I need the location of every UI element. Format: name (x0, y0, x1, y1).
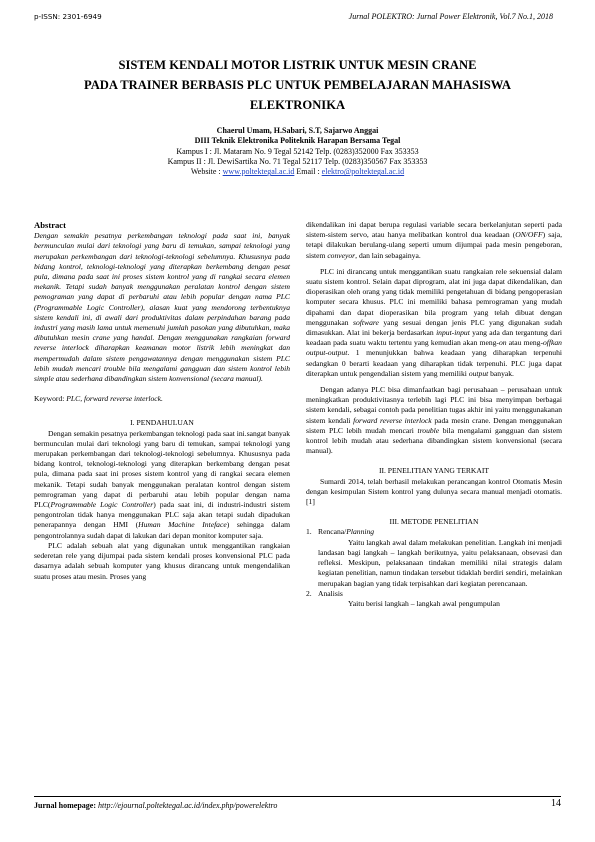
campus-1: Kampus I : Jl. Mataram No. 9 Tegal 52142 Telp. (0283)352000 Fax 353353 (176, 146, 419, 156)
list-item (306, 589, 562, 599)
text-span: trouble (417, 425, 440, 435)
abstract-body: Dengan semakin pesatnya perkembangan teknologi pada saat ini, banyak bermunculan mulai dari teknologi yang baru di temukan, sampai teknologi yang merupakan perkembangan dari teknologi-teknologi sebelumnya. Khususnya pada bidang kontrol, teknologi-teknologi yang diterapkan berkembang dengan pesat pula, dimana pada saat ini proses sistem kontrol yang di rangkai secara elemen mekanik. Tetapi sudah banyak menggunakan peralatan kontrol dengan sistem pemograman yang dapat di perbaruhi atau lebih popular dengan nama PLC (Programmable Logic Controller), alasan kuat yang mendorong terbentuknya sistem kendali ini, di awali dari produktivitas dalam perpindahan barang pada industri yang masih lama untuk memenuhi jumlah pasokan yang dibutuhkan, maka dibutuhkan mesin crane yang handal. Dengan menggunakan rangkaian forward reverse interlock diharapkan keamanan motor listrik lebih meningkat dan mempermudah dalam sistem pengawatannya dengan menggunakan sistem PLC lebih mudah mencari trouble bila mengalami gangguan dan sistem kontrol lebih simple atau sederhana dibandingkan sistem konvensional (secara manual). (34, 231, 290, 384)
footer-homepage (34, 801, 277, 810)
list-title: Rencana/ (318, 527, 347, 537)
keywords-line (34, 394, 290, 404)
text-span: ) pada saat ini, di industri-industri sistem pengontrolan tidak hanya menggunakan PLC saja akan tetapi sudah dipadukan penerapannya dengan HMI ( (34, 500, 290, 530)
title-line-1: SISTEM KENDALI MOTOR LISTRIK UNTUK MESIN CRANE (118, 58, 477, 72)
related-paragraph: Sumardi 2014, telah berhasil melakukan perancangan kontrol Otomatis Mesin dengan kesimpulan Sistem kontrol yang dulunya secara manual menjadi otomatis. [1] (306, 476, 562, 507)
keywords: PLC, forward reverse interlock. (66, 394, 163, 404)
abstract-heading: Abstract (34, 220, 66, 230)
homepage-label: Jurnal homepage: (34, 801, 96, 810)
page-number: 14 (551, 798, 561, 809)
right-paragraph-0 (306, 220, 562, 261)
text-span: pada mesin crane. Dengan menggunakan sistem PLC lebih mudah mencari (306, 415, 563, 435)
text-span: output (468, 368, 489, 378)
text-span: ) saja, tetapi dilakukan berulang-ulang seperti umum dijumpai pada mesin pengeboran, sistem (306, 230, 562, 260)
text-span: atau meng- (506, 338, 543, 348)
right-paragraph-1 (306, 267, 562, 379)
left-column (34, 220, 290, 582)
list-item-body: Yaitu langkah awal dalam melakukan penelitian. Langkah ini menjadi landasan bagi langkah – langkah berikutnya, yaitu pelaksanaan, obsevasi dan refleksi. Meskipun, pelaksanaan tindakan memiliki nilai strategis dalam kegiatan penelitian, namun tindakan tersebut tidaklah berdiri sendiri, melainkan merupakan bagian yang tidak terpisahkan dari kegiatan perencanaan. (318, 537, 562, 588)
homepage-url[interactable]: http://ejournal.poltektegal.ac.id/index.php/powerelektro (96, 801, 278, 810)
campus-2: Kampus II : Jl. DewiSartika No. 71 Tegal 52117 Telp. (0283)350567 Fax 353353 (167, 156, 428, 166)
text-span: Programmable Logic Controller (50, 500, 154, 510)
text-span: . 1 menunjukkan bahwa keadaan yang diharapkan terpenuhi sedangkan 0 berarti keadaan yang diharapkan tidak terpenuhi. PLC juga dapat diterapkan untuk pengendalian sistem yang memiliki (306, 348, 562, 378)
text-span: offkan output-output (306, 338, 562, 358)
text-span: dikendalikan ini dapat berupa regulasi variable secara berkelanjutan seperti pada sistem-sistem servo, atau hanya melibatkan kontrol dua keadaan ( (306, 220, 562, 240)
right-column (306, 220, 562, 609)
text-span: ) sehingga dalam pengontrolannya sudah dapat di lakukan dari depan monitor komputer saja. (34, 520, 290, 540)
email-label: Email : (294, 167, 322, 177)
text-span: software (353, 317, 379, 327)
text-span: PLC ini dirancang untuk menggantikan suatu rangkaian rele sekuensial dalam suatu sistem kontrol. Selain dapat diprogram, alat ini juga dapat dikendalikan, dan dioperasikan oleh orang yang tidak memiliki pengetahuan di bidang pengoperasian komputer secara khusus. PLC ini memiliki bahasa pemrograman yang mudah dipahami dan dapat dioperasikan bila program yang telah dibuat dengan menggunakan (306, 266, 562, 327)
issn: p-ISSN: 2301-6949 (34, 12, 102, 21)
website-label: Website : (190, 167, 223, 177)
text-span: on (498, 338, 507, 348)
journal-header: Jurnal POLEKTRO: Jurnal Power Elektronik, Vol.7 No.1, 2018 (348, 12, 553, 21)
text-span: banyak. (488, 368, 514, 378)
right-paragraph-2 (306, 385, 562, 456)
list-title-italic: Planning (346, 527, 375, 537)
author-block (34, 126, 561, 177)
text-span: forward reverse interlock (353, 415, 432, 425)
text-span: ON/OFF (515, 230, 543, 240)
section-heading-3: III. METODE PENELITIAN (389, 517, 479, 527)
author-department: DIII Teknik Elektronika Politeknik Harapan Bersama Tegal (194, 136, 401, 146)
text-span: yang ada dan tergantung dari keadaan pada suatu waktu tertentu yang kemudian akan meng- (306, 328, 562, 348)
text-span: input-input (436, 328, 470, 338)
website-link[interactable]: www.poltektegal.ac.id (222, 167, 295, 177)
text-span: conveyor (327, 250, 356, 260)
text-span: Human Machine Inteface (138, 520, 227, 530)
section-heading-1: I. PENDAHULUAN (130, 418, 194, 428)
intro-paragraph-2: PLC adalah sebuah alat yang digunakan untuk menggantikan rangkaian sederetan rele yang dijumpai pada sistem kendali proses konvensional PLC pada dasarnya adalah sebuah komputer yang khusus dirancang untuk mengendalikan suatu proses atau mesin. Proses yang (34, 540, 290, 581)
text-span: , dan lain sebagainya. (355, 250, 421, 260)
paper-title (34, 55, 561, 115)
list-item-body: Yaitu berisi langkah – langkah awal pengumpulan (348, 598, 500, 608)
list-number: 1. (306, 527, 312, 537)
keyword-label: Keyword: (34, 394, 67, 404)
list-item (306, 527, 562, 537)
title-line-3: ELEKTRONIKA (249, 98, 346, 112)
footer-divider (34, 796, 561, 797)
contact-line (34, 167, 561, 177)
title-line-2: PADA TRAINER BERBASIS PLC UNTUK PEMBELAJARAN MAHASISWA (83, 78, 512, 92)
text-span: bila mengalami gangguan dan sistem kontrol lebih mudah atau sederhana dibandingkan sistem konvensional (secara manual). (306, 425, 562, 456)
text-span: Dengan adanya PLC bisa dimanfaatkan bagi perusahaan – perusahaan untuk meningkatkan produktivitasnya terlebih lagi PLC ini bisa menyimpan berbagai sistem kendali, sebagai contoh pada penelitian tugas akhir ini yaitu menggunakanan sistem kendali (306, 385, 562, 425)
author-names: Chaerul Umam, H.Sabari, S.T, Sajarwo Anggai (216, 126, 379, 135)
intro-paragraph-1 (34, 429, 290, 541)
list-title: Analisis (318, 588, 343, 598)
section-heading-2: II. PENELITIAN YANG TERKAIT (378, 466, 490, 476)
email-link[interactable]: elektro@poltektegal.ac.id (321, 167, 405, 177)
text-span: Dengan semakin pesatnya perkembangan teknologi pada saat ini.sangat banyak bermunculan mulai dari teknologi yang baru di temukan, sampai teknologi yang merupakan perkembangan dari teknologi-teknologi sebelumnya. Khususnya pada bidang kontrol, teknologi-teknologi yang diterapkan berkembang dengan pesat pula, dimana pada saat ini proses sistem kontrol yang di rangkai secara elemen mekanik. Tetapi sudah banyak menggunakan peralatan kontrol dengan sistem pemrograman yang dapat di perbaruhi atau lebih popular dengan nama PLC( (34, 428, 290, 510)
list-number: 2. (306, 588, 312, 598)
text-span: yang sesuai dengan jenis PLC yang digunakan sudah dimasukkan. Alat ini bekerja berdasarkan (306, 317, 562, 338)
